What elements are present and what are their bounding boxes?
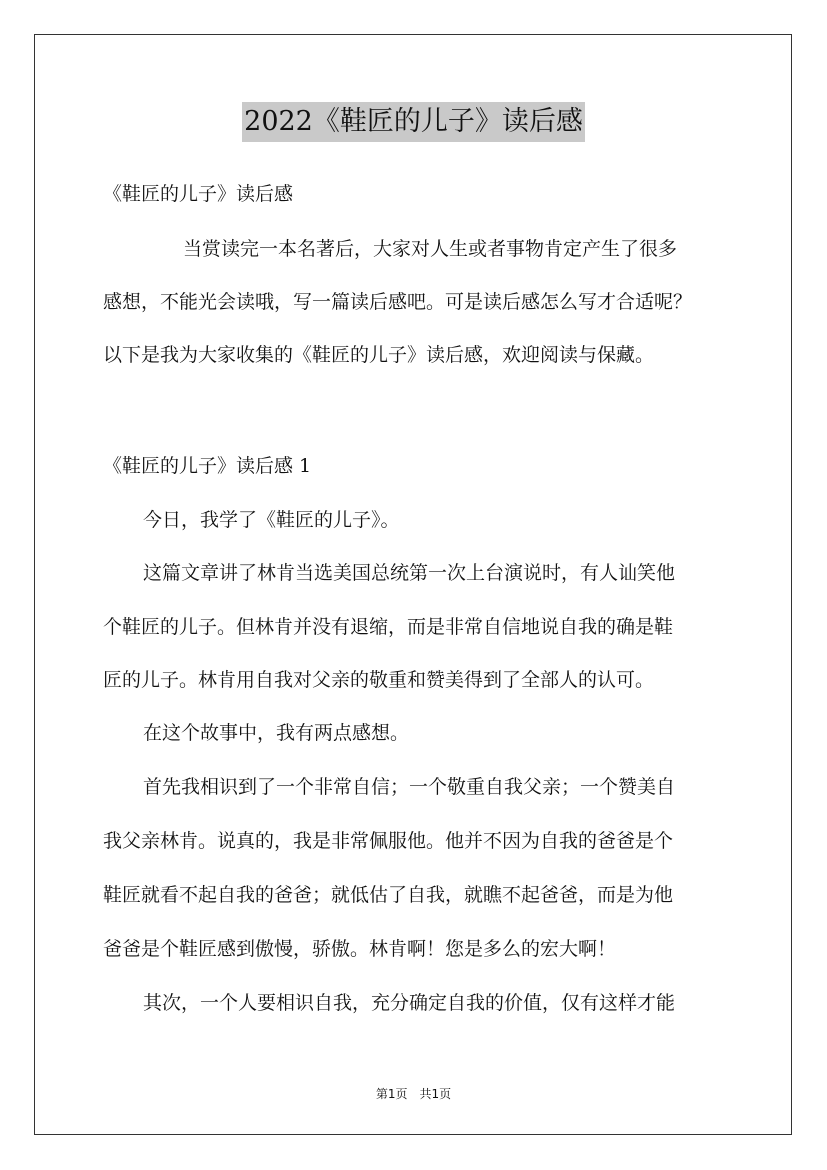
paragraph-line: 鞋匠就看不起自我的爸爸；就低估了自我，就瞧不起爸爸，而是为他 [103, 884, 674, 906]
paragraph-line: 以下是我为大家收集的《鞋匠的儿子》读后感，欢迎阅读与保藏。 [103, 344, 655, 366]
paragraph-line: 当赏读完一本名著后，大家对人生或者事物肯定产生了很多 [183, 238, 678, 260]
document-title: 2022《鞋匠的儿子》读后感 [242, 102, 585, 142]
section-heading: 《鞋匠的儿子》读后感 1 [103, 455, 312, 477]
page-number-footer: 第1页 共1页 [375, 1087, 452, 1101]
paragraph-line: 个鞋匠的儿子。但林肯并没有退缩，而是非常自信地说自我的确是鞋 [103, 616, 674, 638]
paragraph-line: 这篇文章讲了林肯当选美国总统第一次上台演说时，有人讪笑他 [143, 562, 676, 584]
paragraph-line: 今日，我学了《鞋匠的儿子》。 [143, 509, 400, 531]
paragraph-line: 爸爸是个鞋匠感到傲慢，骄傲。林肯啊！您是多么的宏大啊！ [103, 938, 617, 960]
title-container [0, 102, 827, 142]
paragraph-line: 匠的儿子。林肯用自我对父亲的敬重和赞美得到了全部人的认可。 [103, 669, 655, 691]
paragraph-line: 感想，不能光会读哦，写一篇读后感吧。可是读后感怎么写才合适呢？ [103, 291, 693, 313]
paragraph-line: 我父亲林肯。说真的，我是非常佩服他。他并不因为自我的爸爸是个 [103, 830, 674, 852]
paragraph-line: 在这个故事中，我有两点感想。 [143, 722, 410, 744]
paragraph-line: 首先我相识到了一个非常自信；一个敬重自我父亲；一个赞美自 [143, 776, 676, 798]
subtitle-line: 《鞋匠的儿子》读后感 [103, 183, 294, 205]
paragraph-line: 其次，一个人要相识自我，充分确定自我的价值，仅有这样才能 [143, 992, 676, 1014]
